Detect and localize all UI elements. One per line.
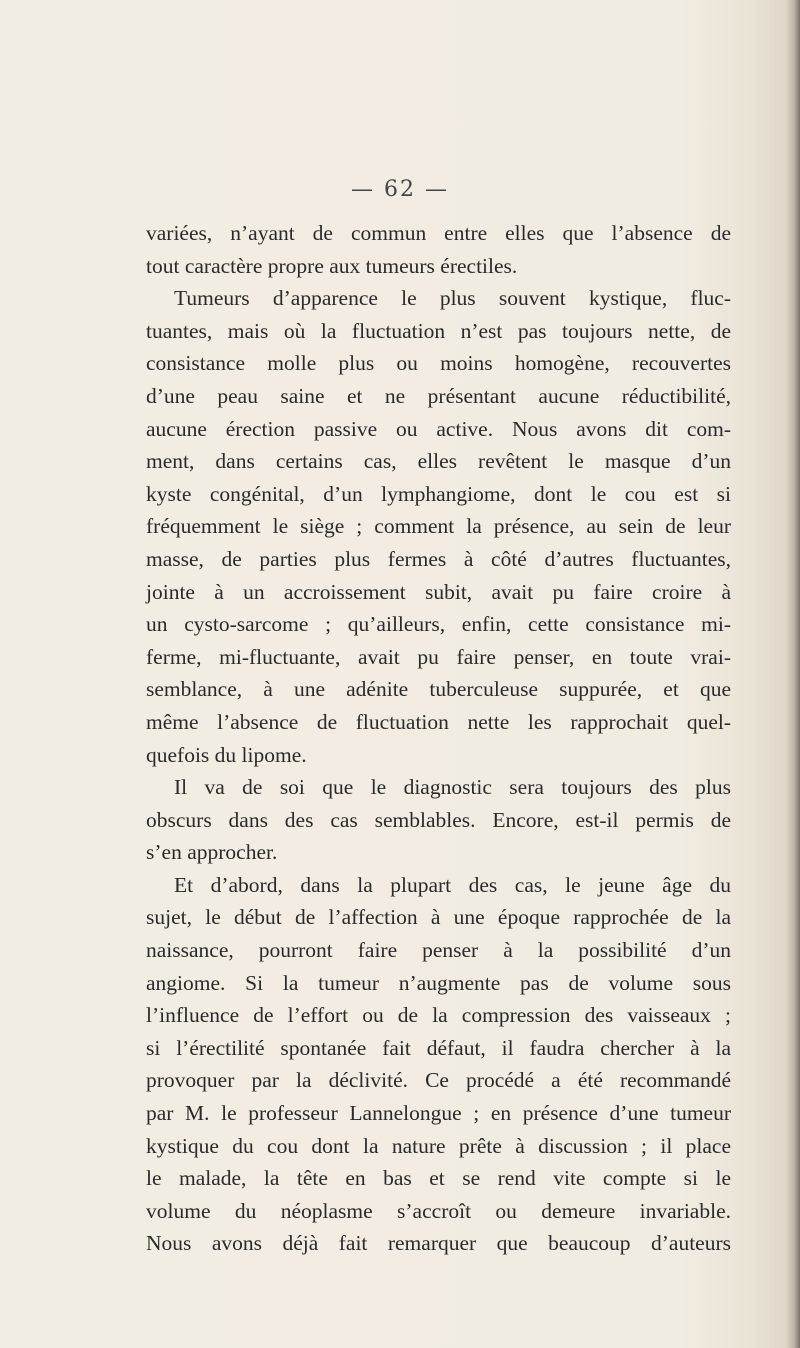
text-line: même l’absence de fluctuation nette les rapprochait quel- <box>146 709 731 734</box>
text-line: ferme, mi-fluctuante, avait pu faire penser, en toute vrai- <box>146 644 731 669</box>
text-line: aucune érection passive ou active. Nous avons dit com- <box>146 416 731 441</box>
text-line: kyste congénital, d’un lymphangiome, dont le cou est si <box>146 481 731 506</box>
text-line: consistance molle plus ou moins homogène, recouvertes <box>146 351 731 376</box>
page-number: — 62 — <box>351 177 449 202</box>
text-line: Tumeurs d’apparence le plus souvent kystique, fluc- <box>174 286 731 311</box>
body-text <box>146 217 731 1260</box>
text-line: provoquer par la déclivité. Ce procédé a été recommandé <box>146 1068 731 1093</box>
text-line: ment, dans certains cas, elles revêtent le masque d’un <box>146 449 731 474</box>
text-line: s’en approcher. <box>146 840 278 865</box>
text-line: si l’érectilité spontanée fait défaut, il faudra chercher à la <box>146 1035 731 1060</box>
text-line: semblance, à une adénite tuberculeuse suppurée, et que <box>146 677 731 702</box>
text-line: un cysto-sarcome ; qu’ailleurs, enfin, cette consistance mi- <box>146 612 731 637</box>
text-line: par M. le professeur Lannelongue ; en présence d’une tumeur <box>146 1101 731 1126</box>
text-line: volume du néoplasme s’accroît ou demeure invariable. <box>146 1198 731 1223</box>
page-edge-shadow <box>786 0 800 1348</box>
text-line: quefois du lipome. <box>146 742 307 767</box>
text-line: d’une peau saine et ne présentant aucune réductibilité, <box>146 383 731 408</box>
text-line: kystique du cou dont la nature prête à discussion ; il place <box>146 1133 731 1158</box>
text-line: obscurs dans des cas semblables. Encore, est-il permis de <box>146 807 731 832</box>
text-line: jointe à un accroissement subit, avait pu faire croire à <box>146 579 731 604</box>
text-line: Il va de soi que le diagnostic sera toujours des plus <box>174 775 731 800</box>
text-line: le malade, la tête en bas et se rend vite compte si le <box>146 1166 731 1191</box>
text-line: fréquemment le siège ; comment la présence, au sein de leur <box>146 514 731 539</box>
text-line: angiome. Si la tumeur n’augmente pas de volume sous <box>146 970 731 995</box>
text-line: variées, n’ayant de commun entre elles que l’absence de <box>146 221 731 245</box>
text-line: Et d’abord, dans la plupart des cas, le jeune âge du <box>174 872 731 897</box>
text-line: tuantes, mais où la fluctuation n’est pas toujours nette, de <box>146 318 731 343</box>
text-line: naissance, pourront faire penser à la possibilité d’un <box>146 938 731 963</box>
text-line: tout caractère propre aux tumeurs érectiles. <box>146 253 518 278</box>
text-line: Nous avons déjà fait remarquer que beaucoup d’auteurs <box>146 1231 731 1256</box>
text-line: masse, de parties plus fermes à côté d’autres fluctuantes, <box>146 546 731 571</box>
text-line: sujet, le début de l’affection à une époque rapprochée de la <box>146 905 731 930</box>
text-line: l’influence de l’effort ou de la compression des vaisseaux ; <box>146 1003 731 1028</box>
